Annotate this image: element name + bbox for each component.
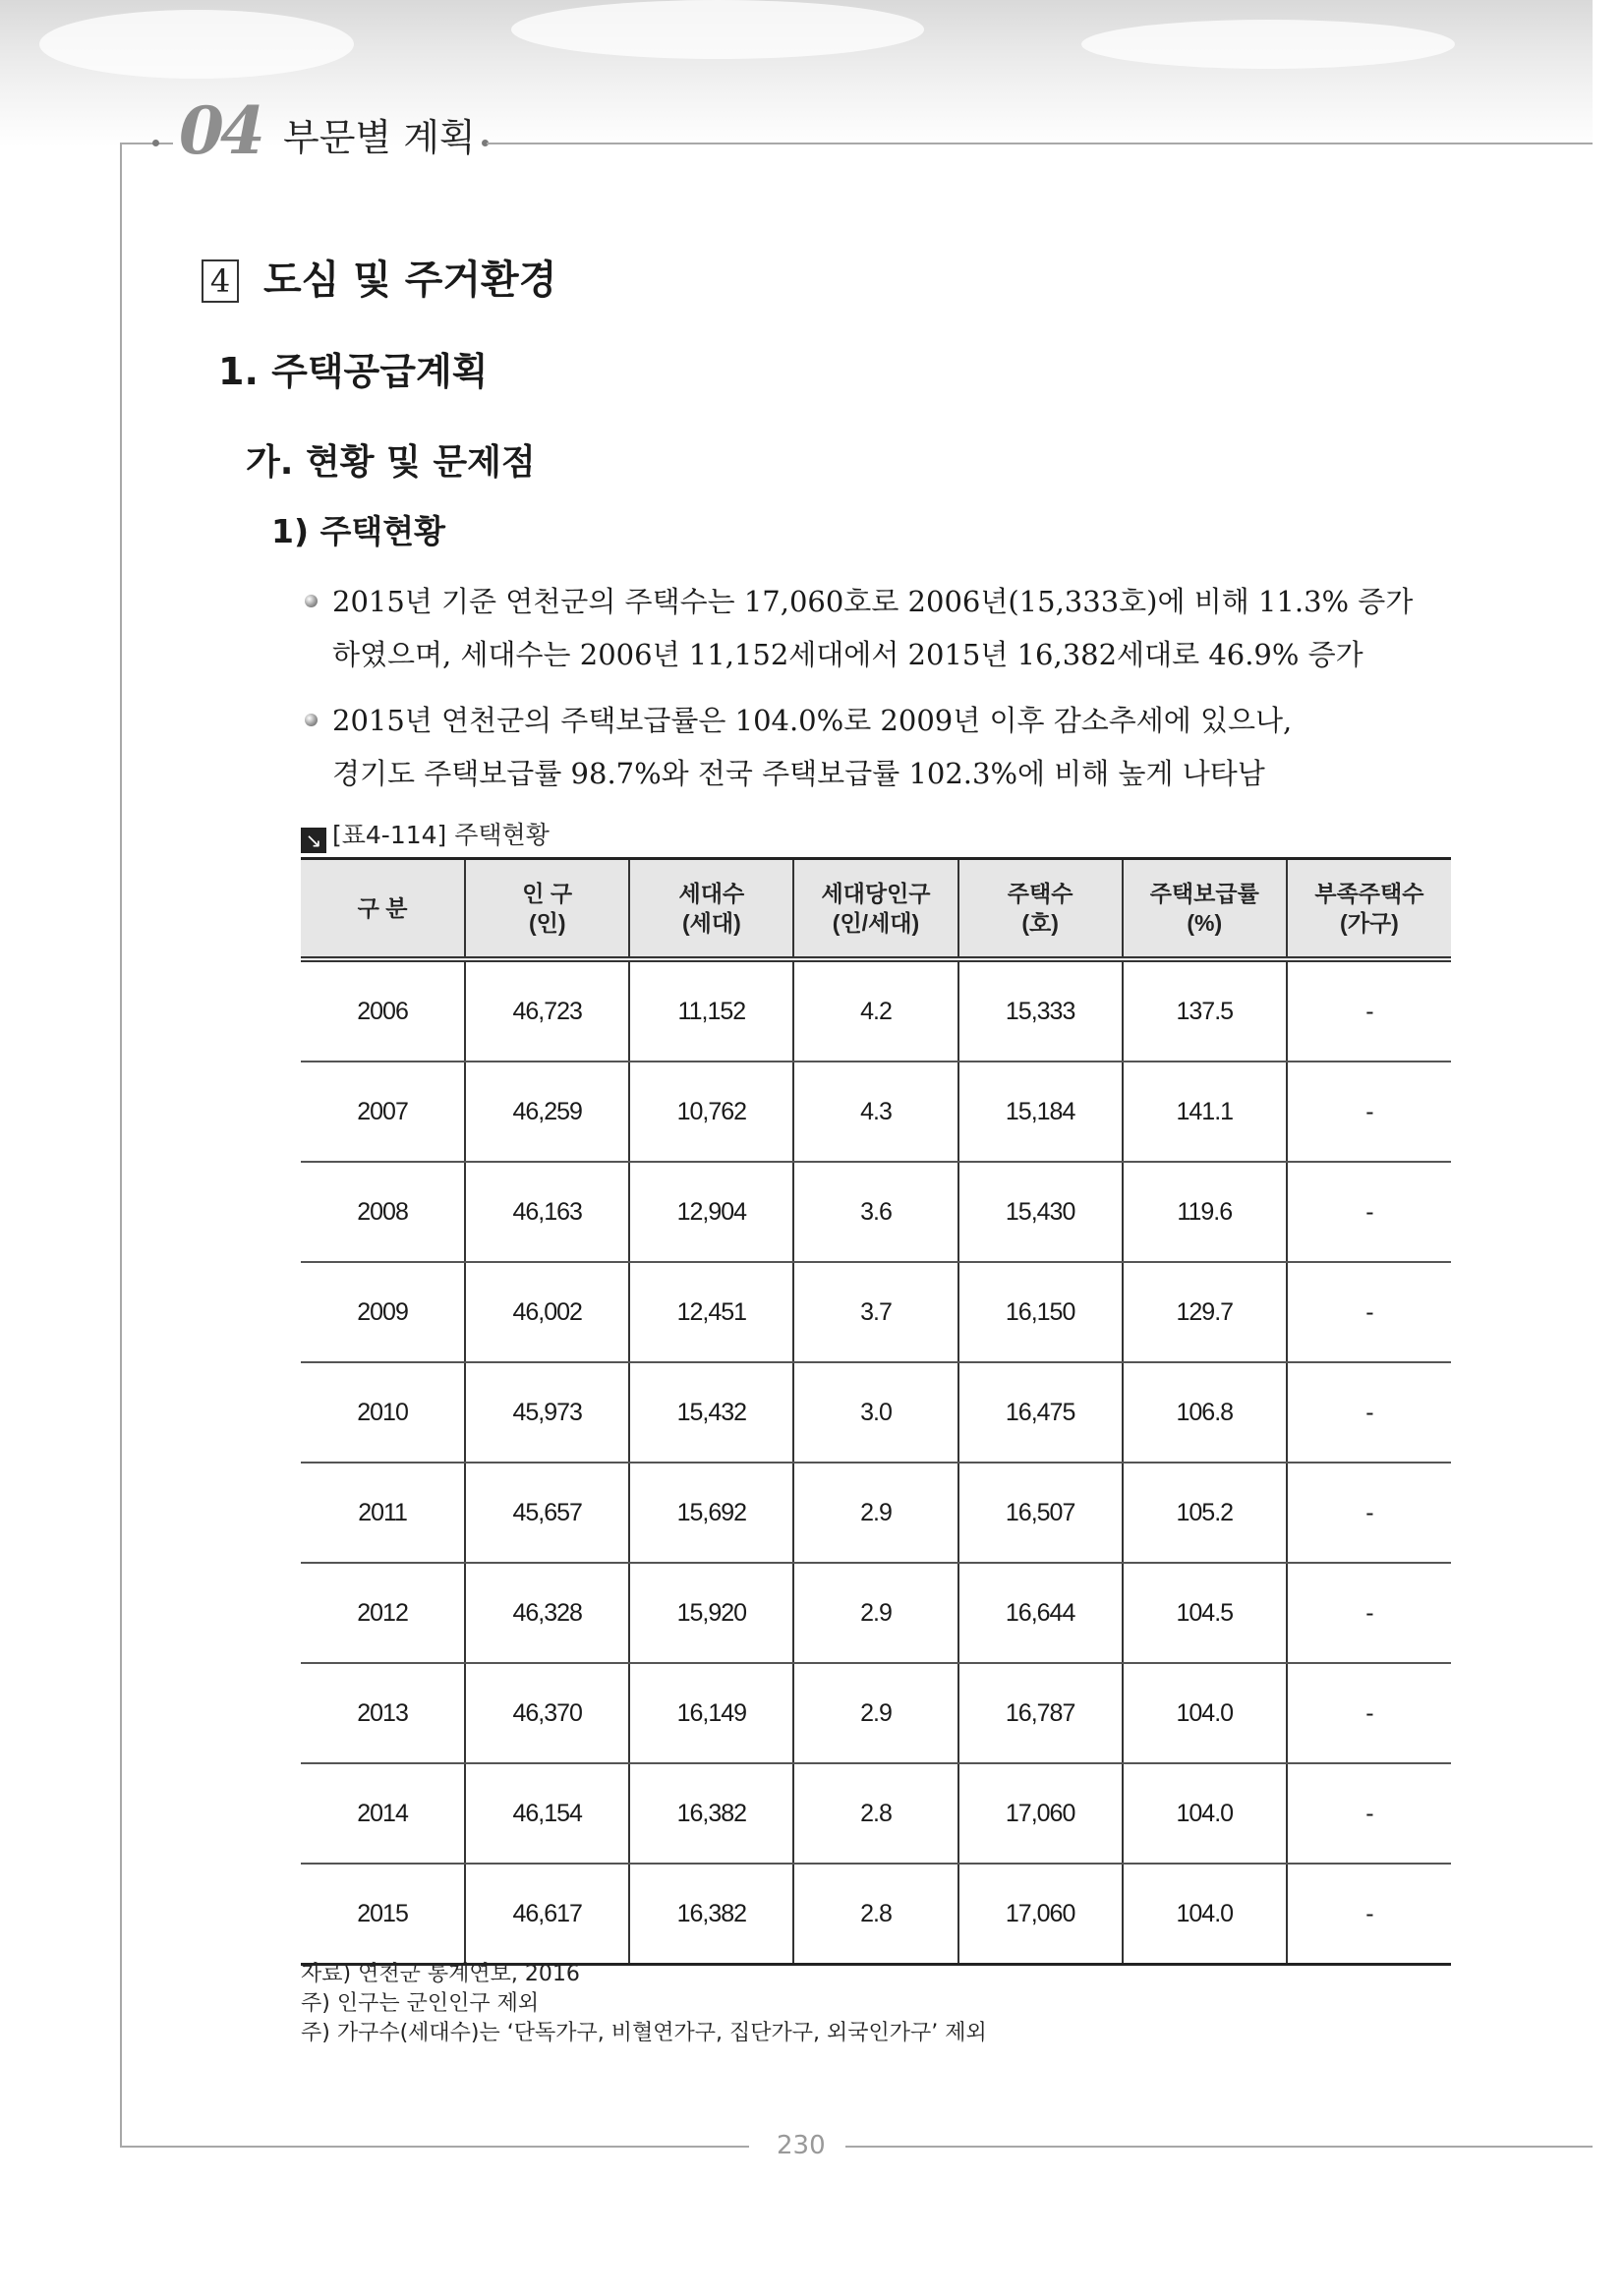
table-cell: 17,060 <box>958 1763 1123 1864</box>
table-cell: 16,475 <box>958 1362 1123 1463</box>
table-cell: - <box>1287 1563 1451 1663</box>
chapter-number: 04 <box>179 92 261 169</box>
table-cell: 2.9 <box>793 1463 957 1563</box>
header-rule-left <box>120 143 173 144</box>
subsubsection-title: 가. 현황 및 문제점 <box>246 442 536 483</box>
table-cell: 141.1 <box>1123 1062 1287 1162</box>
bullet-icon <box>305 595 318 607</box>
table-cell: 2.8 <box>793 1763 957 1864</box>
page-frame-left <box>120 143 122 2146</box>
table-cell: 2010 <box>301 1362 465 1463</box>
table-row <box>301 1062 1451 1162</box>
table-cell: 105.2 <box>1123 1463 1287 1563</box>
column-header: 인 구 (인) <box>465 859 629 960</box>
subsection-title: 1. 주택공급계획 <box>218 350 489 393</box>
table-cell: 45,657 <box>465 1463 629 1563</box>
column-header: 주택수 (호) <box>958 859 1123 960</box>
table-cell: - <box>1287 1362 1451 1463</box>
table-cell: 46,723 <box>465 959 629 1062</box>
column-header: 부족주택수 (가구) <box>1287 859 1451 960</box>
note-line: 자료) 연천군 통계연보, 2016 <box>301 1962 580 1986</box>
table-cell: 46,617 <box>465 1864 629 1965</box>
table-cell: - <box>1287 1162 1451 1262</box>
table-cell: 104.0 <box>1123 1864 1287 1965</box>
table-cell: 15,333 <box>958 959 1123 1062</box>
table-cell: 10,762 <box>629 1062 793 1162</box>
table-cell: 2.8 <box>793 1864 957 1965</box>
table-cell: 16,507 <box>958 1463 1123 1563</box>
table-cell: 11,152 <box>629 959 793 1062</box>
table-cell: - <box>1287 1262 1451 1362</box>
table-cell: 16,382 <box>629 1864 793 1965</box>
table-cell: 46,154 <box>465 1763 629 1864</box>
table-cell: 2007 <box>301 1062 465 1162</box>
table-cell: 16,382 <box>629 1763 793 1864</box>
table-row <box>301 1864 1451 1965</box>
table-row <box>301 1763 1451 1864</box>
table-cell: 16,150 <box>958 1262 1123 1362</box>
table-cell: 12,451 <box>629 1262 793 1362</box>
table-cell: 137.5 <box>1123 959 1287 1062</box>
table-caption <box>301 818 550 853</box>
table-cell: 15,432 <box>629 1362 793 1463</box>
table-cell: 2006 <box>301 959 465 1062</box>
housing-status-table <box>301 857 1451 1966</box>
table-cell: - <box>1287 1763 1451 1864</box>
cloud-shape <box>511 0 924 59</box>
item-title: 1) 주택현황 <box>271 512 446 550</box>
table-cell: 45,973 <box>465 1362 629 1463</box>
column-header: 주택보급률 (%) <box>1123 859 1287 960</box>
table-cell: 106.8 <box>1123 1362 1287 1463</box>
table-cell: 16,644 <box>958 1563 1123 1663</box>
arrow-down-right-icon: ↘ <box>301 828 326 853</box>
table-cell: 15,184 <box>958 1062 1123 1162</box>
page-number: 230 <box>777 2131 826 2160</box>
column-header: 세대수 (세대) <box>629 859 793 960</box>
table-cell: 46,002 <box>465 1262 629 1362</box>
footer-rule <box>120 2146 749 2148</box>
table-cell: 46,370 <box>465 1663 629 1763</box>
table-cell: 2015 <box>301 1864 465 1965</box>
section-title: 도심 및 주거환경 <box>263 258 557 303</box>
table-cell: 46,328 <box>465 1563 629 1663</box>
table-cell: 4.2 <box>793 959 957 1062</box>
table-cell: - <box>1287 1062 1451 1162</box>
footer-rule <box>845 2146 1593 2148</box>
note-line: 주) 인구는 군인인구 제외 <box>301 1991 540 2016</box>
table-cell: 104.0 <box>1123 1763 1287 1864</box>
table-cell: 119.6 <box>1123 1162 1287 1262</box>
table-cell: 2013 <box>301 1663 465 1763</box>
table-row <box>301 1162 1451 1262</box>
header-rule <box>487 143 1593 144</box>
table-cell: 16,149 <box>629 1663 793 1763</box>
table-cell: 129.7 <box>1123 1262 1287 1362</box>
bullet-paragraph <box>305 694 1465 800</box>
table-cell: - <box>1287 1463 1451 1563</box>
table-cell: 104.0 <box>1123 1663 1287 1763</box>
note-line: 주) 가구수(세대수)는 ‘단독가구, 비혈연가구, 집단가구, 외국인가구’ 제외 <box>301 2021 987 2045</box>
table-cell: 15,430 <box>958 1162 1123 1262</box>
table-row <box>301 1262 1451 1362</box>
bullet-line: 하였으며, 세대수는 2006년 11,152세대에서 2015년 16,382세대로 46.9% 증가 <box>332 638 1363 671</box>
section-number-box: 4 <box>202 259 239 303</box>
table-cell: - <box>1287 1663 1451 1763</box>
column-header: 구 분 <box>301 859 465 960</box>
table-caption-text: [표4-114] 주택현황 <box>332 821 550 849</box>
table-cell: 3.0 <box>793 1362 957 1463</box>
cloud-shape <box>1081 20 1455 69</box>
cloud-shape <box>39 10 354 79</box>
table-cell: - <box>1287 1864 1451 1965</box>
table-cell: 2012 <box>301 1563 465 1663</box>
table-row <box>301 1362 1451 1463</box>
table-cell: 15,692 <box>629 1463 793 1563</box>
table-cell: 2.9 <box>793 1663 957 1763</box>
table-cell: 16,787 <box>958 1663 1123 1763</box>
table-notes <box>301 1960 987 2048</box>
table-cell: 12,904 <box>629 1162 793 1262</box>
table-cell: 2008 <box>301 1162 465 1262</box>
table-row <box>301 1563 1451 1663</box>
bullet-line: 경기도 주택보급률 98.7%와 전국 주택보급률 102.3%에 비해 높게 나타남 <box>332 757 1265 790</box>
table-row <box>301 959 1451 1062</box>
table-cell: 4.3 <box>793 1062 957 1162</box>
table-cell: 2011 <box>301 1463 465 1563</box>
table-header-row <box>301 859 1451 960</box>
chapter-title: 부문별 계획 <box>283 116 476 159</box>
bullet-icon <box>305 714 318 726</box>
table-cell: 2.9 <box>793 1563 957 1663</box>
bullet-line: 2015년 연천군의 주택보급률은 104.0%로 2009년 이후 감소추세에 있으나, <box>332 704 1293 737</box>
table-cell: 15,920 <box>629 1563 793 1663</box>
table-cell: - <box>1287 959 1451 1062</box>
bullet-paragraph <box>305 575 1465 681</box>
table-cell: 3.7 <box>793 1262 957 1362</box>
table-cell: 2014 <box>301 1763 465 1864</box>
table-cell: 2009 <box>301 1262 465 1362</box>
table-cell: 46,259 <box>465 1062 629 1162</box>
table-cell: 3.6 <box>793 1162 957 1262</box>
bullet-line: 2015년 기준 연천군의 주택수는 17,060호로 2006년(15,333호)에 비해 11.3% 증가 <box>332 585 1414 618</box>
table-row <box>301 1463 1451 1563</box>
table-row <box>301 1663 1451 1763</box>
header-dot <box>152 140 159 146</box>
table-cell: 46,163 <box>465 1162 629 1262</box>
table-cell: 17,060 <box>958 1864 1123 1965</box>
column-header: 세대당인구 (인/세대) <box>793 859 957 960</box>
table-cell: 104.5 <box>1123 1563 1287 1663</box>
